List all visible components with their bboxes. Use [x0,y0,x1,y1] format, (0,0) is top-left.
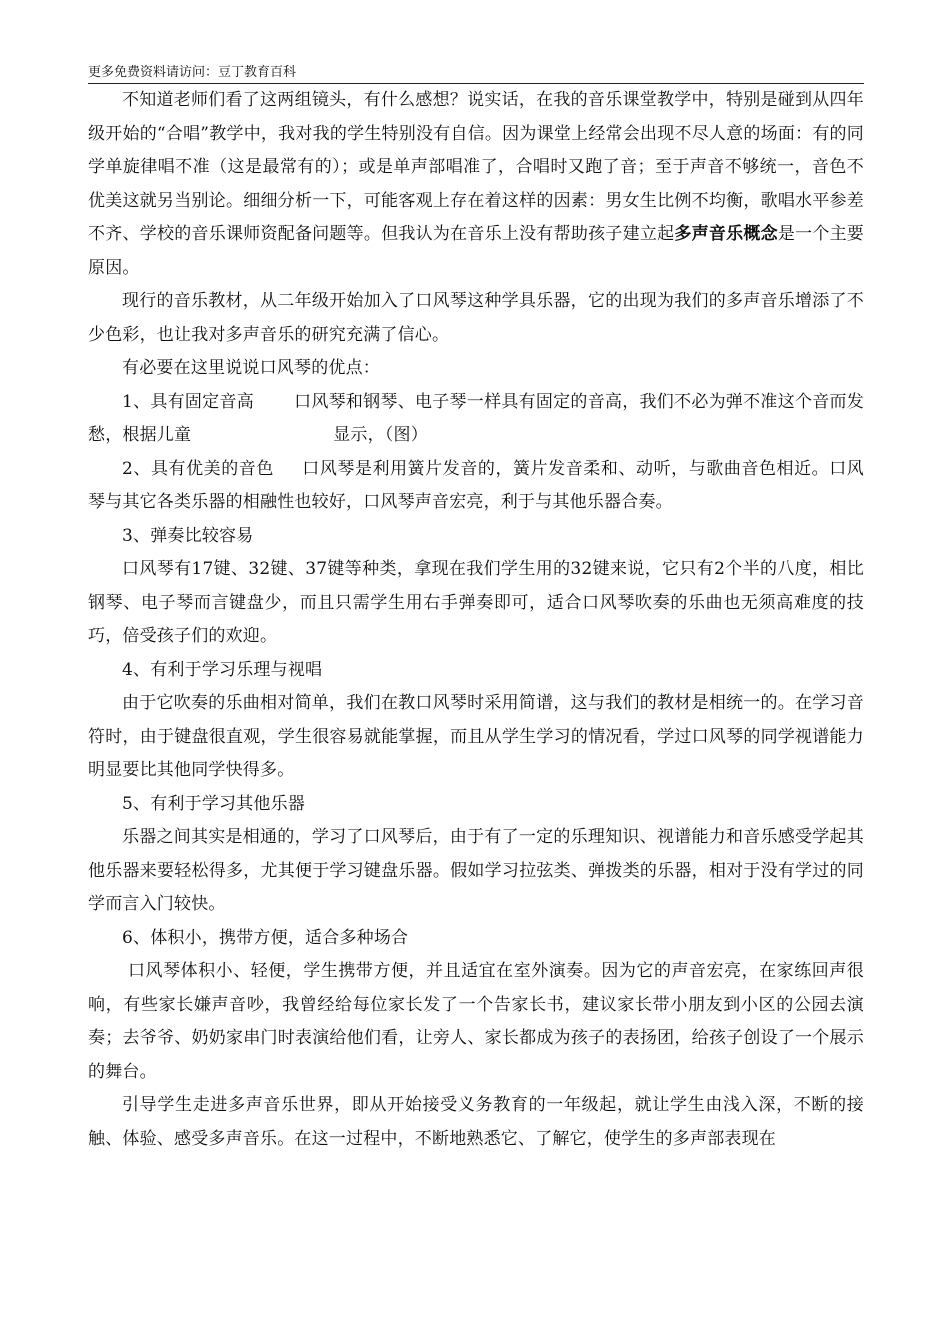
advantage-1-title: 1、具有固定音高 [122,391,254,412]
bold-concept: 多声音乐概念 [674,224,778,244]
paragraph-intro-text: 不知道老师们看了这两组镜头，有什么感想？说实话，在我的音乐课堂教学中，特别是碰到从四年级开始的“合唱”教学中，我对我的学生特别没有自信。因为课堂上经常会出现不尽人意的场面：有的同学单旋律唱不准（这是最常有的）；或是单声部唱准了，合唱时又跑了音；至于声音不够统一，音色不优美这就另当别论。细细分析一下，可能客观上存在着这样的因素：男女生比例不均衡，歌唱水平参差不齐、学校的音乐课师资配备问题等。但我认为在音乐上没有帮助孩子建立起 [88,90,864,244]
advantage-5-text: 乐器之间其实是相通的，学习了口风琴后，由于有了一定的乐理知识、视谱能力和音乐感受学起其他乐器来要轻松得多，尤其便于学习键盘乐器。假如学习拉弦类、弹拨类的乐器，相对于没有学过的同学而言入门较快。 [88,827,864,914]
paragraph-intro [88,84,864,285]
advantage-3-title: 3、弹奏比较容易 [122,525,254,546]
advantage-4-title: 4、有利于学习乐理与视唱 [122,659,323,680]
advantage-2-text: 口风琴是利用簧片发音的，簧片发音柔和、动听，与歌曲音色相近。口风琴与其它各类乐器的相融性也较好，口风琴声音宏亮，利于与其他乐器合奏。 [88,458,864,512]
paragraph-closing: 引导学生走进多声音乐世界，即从开始接受义务教育的一年级起，就让学生由浅入深，不断的接触、体验、感受多声音乐。在这一过程中，不断地熟悉它、了解它，使学生的多声部表现在 [88,1095,864,1149]
advantage-1 [88,386,864,453]
advantage-5-title: 5、有利于学习其他乐器 [122,793,306,814]
advantage-1-figure-note: 显示，（图） [333,425,428,445]
advantage-2 [88,453,864,520]
paragraph-advantages-lead: 有必要在这里说说口风琴的优点： [122,358,380,378]
advantage-6-text: 口风琴体积小、轻便，学生携带方便，并且适宜在室外演奏。因为它的声音宏亮，在家练回声很响，有些家长嫌声音吵，我曾经给每位家长发了一个告家长书，建议家长带小朋友到小区的公园去演奏；去爷爷、奶奶家串门时表演给他们看，让旁人、家长都成为孩子的表扬团，给孩子创设了一个展示的舞台。 [88,961,864,1082]
advantage-2-title: 2、具有优美的音色 [122,458,274,479]
advantage-6-title: 6、体积小，携带方便，适合多种场合 [122,927,409,948]
paragraph-textbook: 现行的音乐教材，从二年级开始加入了口风琴这种学具乐器，它的出现为我们的多声音乐增添了不少色彩，也让我对多声音乐的研究充满了信心。 [88,291,864,345]
advantage-1-text: 口风琴和钢琴、电子琴一样具有固定的音高，我们不必为弹不准这个音而发愁，根据儿童 [88,391,864,445]
page-header: 更多免费资料请访问：豆丁教育百科 [88,64,864,84]
paragraph-intro-end: 是一个主要原因。 [88,224,865,278]
advantage-3-text: 口风琴有17键、32键、37键等种类，拿现在我们学生用的32键来说，它只有2个半的八度，相比钢琴、电子琴而言键盘少，而且只需学生用右手弹奏即可，适合口风琴吹奏的乐曲也无须高难度的技巧，倍受孩子们的欢迎。 [88,559,864,646]
document-body [88,84,864,1156]
advantage-4-text: 由于它吹奏的乐曲相对简单，我们在教口风琴时采用简谱，这与我们的教材是相统一的。在学习音符时，由于键盘很直观，学生很容易就能掌握，而且从学生学习的情况看，学过口风琴的同学视谱能力明显要比其他同学快得多。 [88,693,864,780]
